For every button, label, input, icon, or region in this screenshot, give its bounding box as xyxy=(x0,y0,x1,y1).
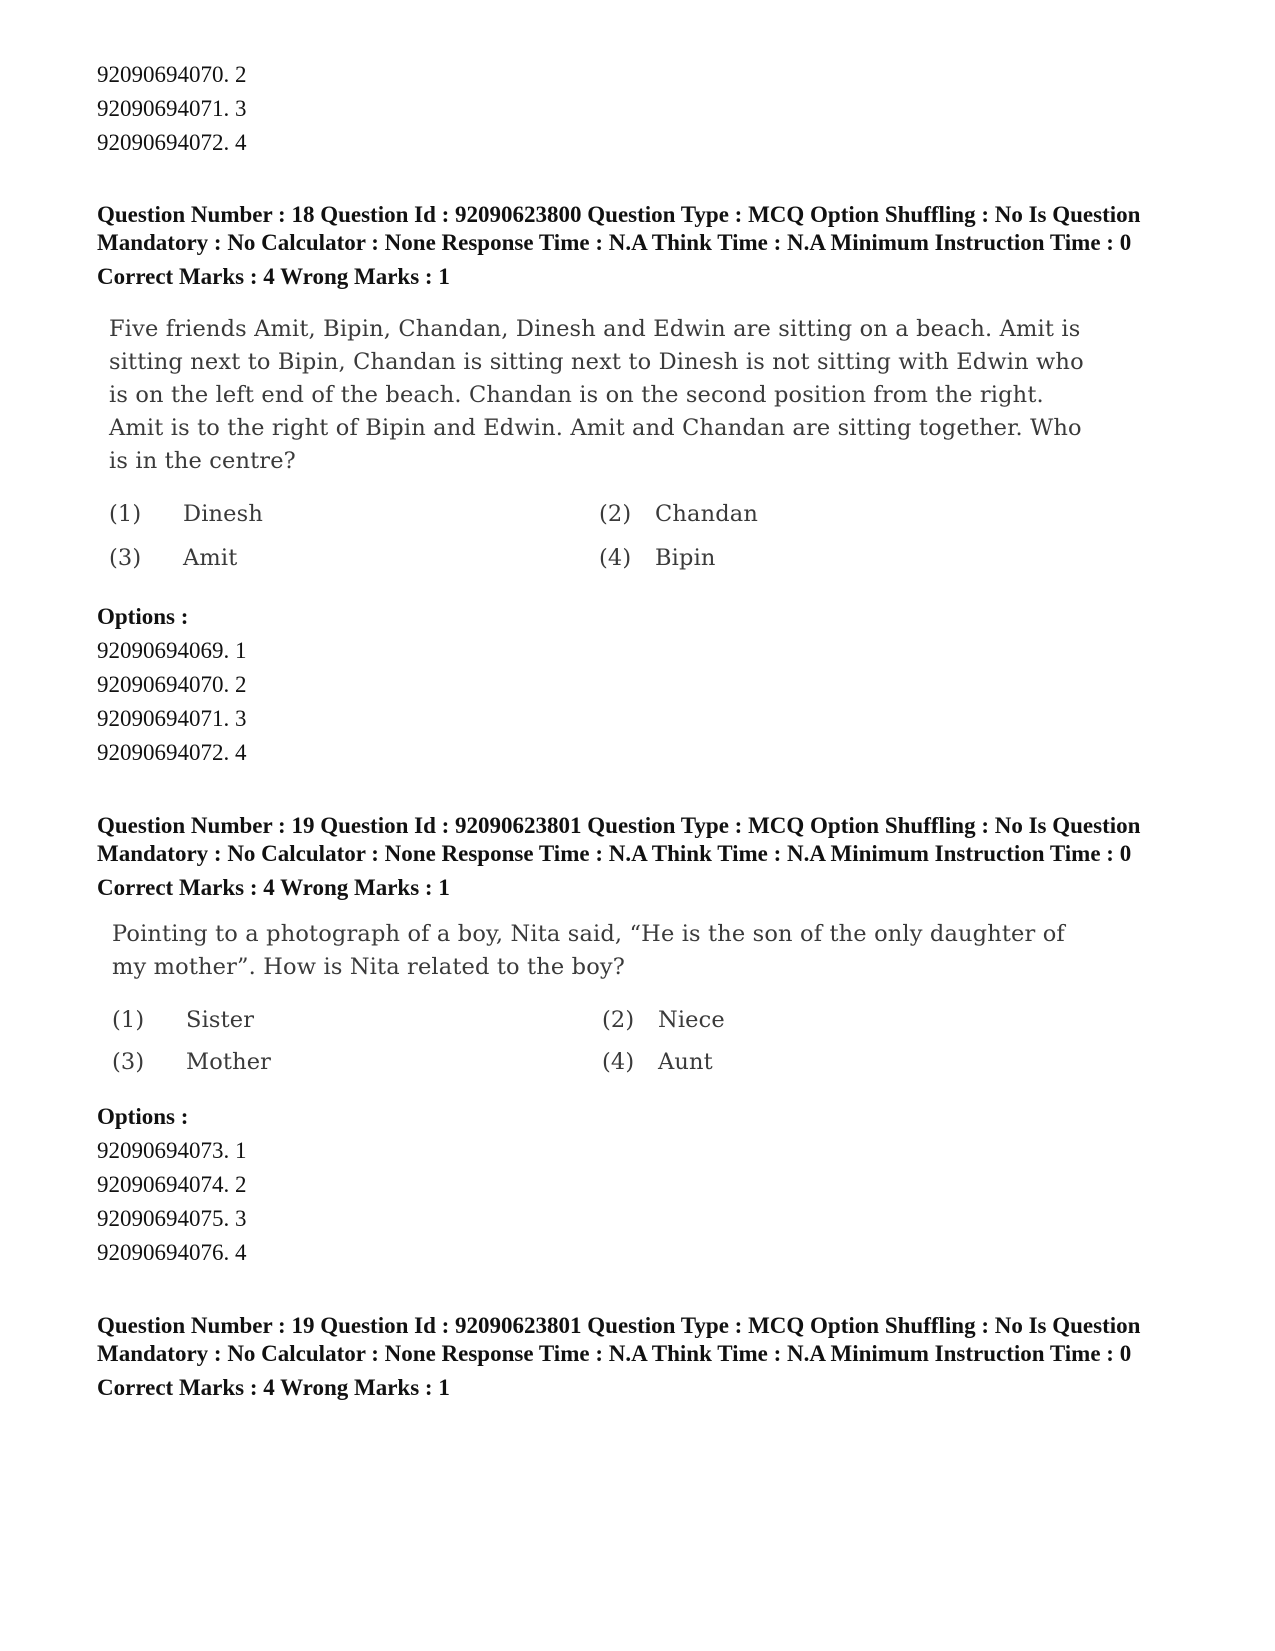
choice-number: (4) xyxy=(599,545,632,571)
option-id-line: 92090694071. 3 xyxy=(97,96,247,121)
choice-number: (4) xyxy=(602,1049,635,1075)
option-id-line: 92090694076. 4 xyxy=(97,1240,247,1265)
choice-item xyxy=(599,498,1089,532)
options-label: Options : xyxy=(97,604,189,629)
choice-item xyxy=(112,1004,602,1038)
choice-number: (1) xyxy=(112,1007,145,1033)
question-header: Question Number : 19 Question Id : 92090623801 Question Type : MCQ Option Shuffling : No Is Question Mandatory : No Calculator : None Response Time : N.A Think Time : N.A Minimum Instruction Time : 0 xyxy=(97,813,1141,866)
question-header: Question Number : 19 Question Id : 92090623801 Question Type : MCQ Option Shuffling : No Is Question Mandatory : No Calculator : None Response Time : N.A Think Time : N.A Minimum Instruction Time : 0 xyxy=(97,1313,1141,1366)
document-page xyxy=(97,58,1187,1402)
question-content xyxy=(112,918,1087,1080)
choice-item xyxy=(602,1046,1092,1080)
previous-options-list xyxy=(97,58,1187,160)
option-id-line: 92090694071. 3 xyxy=(97,706,247,731)
choice-label: Amit xyxy=(183,545,238,571)
options-label: Options : xyxy=(97,1104,189,1129)
choice-grid xyxy=(109,498,1084,576)
choice-number: (3) xyxy=(109,545,142,571)
choice-label: Sister xyxy=(186,1007,255,1033)
option-id-line: 92090694069. 1 xyxy=(97,638,247,663)
choice-item xyxy=(109,498,599,532)
choice-item xyxy=(109,542,599,576)
option-id-line: 92090694075. 3 xyxy=(97,1206,247,1231)
marks-line: Correct Marks : 4 Wrong Marks : 1 xyxy=(97,264,450,289)
options-list xyxy=(97,1134,1187,1270)
choice-number: (3) xyxy=(112,1049,145,1075)
question-block-18 xyxy=(97,201,1187,770)
question-block-19-repeat xyxy=(97,1312,1187,1402)
question-block-19 xyxy=(97,812,1187,1270)
option-id-line: 92090694073. 1 xyxy=(97,1138,247,1163)
choice-label: Mother xyxy=(186,1049,272,1075)
choice-item xyxy=(602,1004,1092,1038)
option-id-line: 92090694072. 4 xyxy=(97,130,247,155)
marks-line: Correct Marks : 4 Wrong Marks : 1 xyxy=(97,1375,450,1400)
question-text: Five friends Amit, Bipin, Chandan, Dinesh and Edwin are sitting on a beach. Amit is sitting next to Bipin, Chandan is sitting next to Dinesh is not sitting with Edwin who is on the left end of the beach. Chandan is on the second position from the right. Amit is to the right of Bipin and Edwin. Amit and Chandan are sitting together. Who is in the centre? xyxy=(109,316,1084,474)
question-text: Pointing to a photograph of a boy, Nita said, “He is the son of the only daughter of my mother”. How is Nita related to the boy? xyxy=(112,921,1065,980)
choice-number: (1) xyxy=(109,501,142,527)
question-content xyxy=(109,313,1084,576)
choice-label: Dinesh xyxy=(183,501,263,527)
option-id-line: 92090694070. 2 xyxy=(97,62,247,87)
option-id-line: 92090694070. 2 xyxy=(97,672,247,697)
question-header: Question Number : 18 Question Id : 92090623800 Question Type : MCQ Option Shuffling : No Is Question Mandatory : No Calculator : None Response Time : N.A Think Time : N.A Minimum Instruction Time : 0 xyxy=(97,202,1141,255)
choice-label: Aunt xyxy=(658,1049,713,1075)
choice-label: Bipin xyxy=(655,545,716,571)
choice-label: Chandan xyxy=(655,501,758,527)
choice-number: (2) xyxy=(602,1007,635,1033)
options-list xyxy=(97,634,1187,770)
option-id-line: 92090694074. 2 xyxy=(97,1172,247,1197)
choice-label: Niece xyxy=(658,1007,725,1033)
choice-number: (2) xyxy=(599,501,632,527)
choice-item xyxy=(599,542,1089,576)
choice-item xyxy=(112,1046,602,1080)
marks-line: Correct Marks : 4 Wrong Marks : 1 xyxy=(97,875,450,900)
choice-grid xyxy=(112,1004,1087,1080)
option-id-line: 92090694072. 4 xyxy=(97,740,247,765)
